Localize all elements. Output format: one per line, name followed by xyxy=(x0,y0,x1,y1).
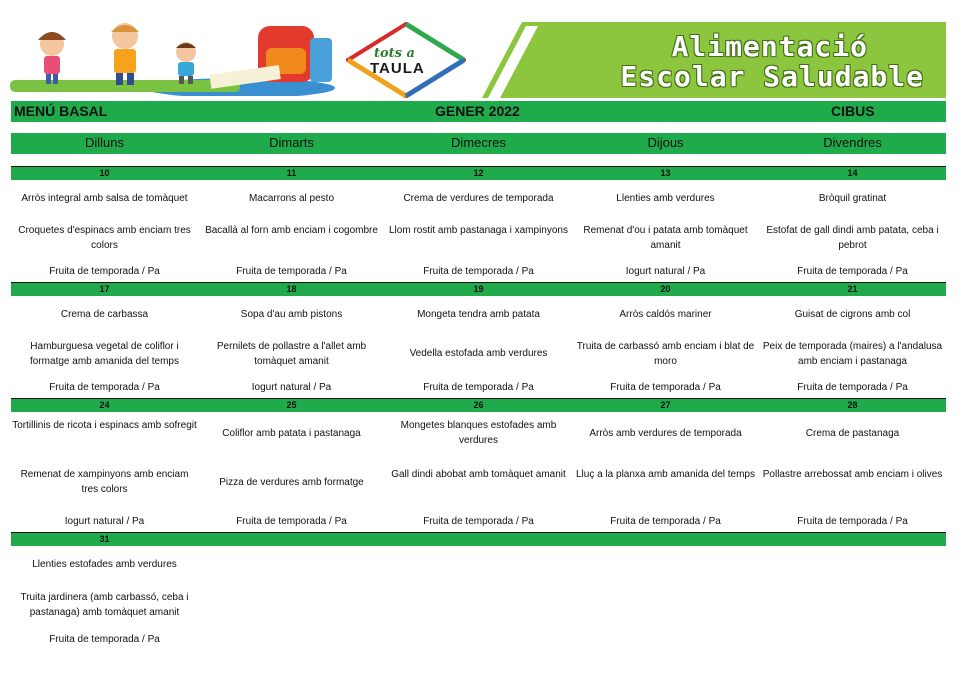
date-cell: 21 xyxy=(847,284,858,294)
provider-label: CIBUS xyxy=(831,103,875,119)
children-illustration xyxy=(10,18,345,96)
first-course: Macarrons al pesto xyxy=(248,193,335,204)
date-cell: 31 xyxy=(99,534,110,544)
first-course: Llenties amb verdures xyxy=(616,193,715,204)
weekday-wednesday: Dimecres xyxy=(451,135,506,150)
first-course: Bròquil gratinat xyxy=(818,193,887,204)
first-course: Arròs caldós mariner xyxy=(619,309,712,320)
dessert: Fruita de temporada / Pa xyxy=(423,382,534,393)
week-1 xyxy=(11,166,946,280)
dessert: Fruita de temporada / Pa xyxy=(797,266,908,277)
date-cell: 26 xyxy=(473,400,484,410)
date-cell: 12 xyxy=(473,168,484,178)
second-course: Truita de carbassó amb enciam i blat de moro xyxy=(576,341,755,367)
title-banner xyxy=(482,22,946,98)
weekday-thursday: Dijous xyxy=(647,135,684,150)
first-course: Mongetes blanques estofades amb verdures xyxy=(400,420,557,446)
dessert: Fruita de temporada / Pa xyxy=(236,516,347,527)
week-3 xyxy=(11,398,946,530)
dessert: Fruita de temporada / Pa xyxy=(49,382,160,393)
title-line-1: Alimentació xyxy=(671,30,868,63)
date-cell: 27 xyxy=(660,400,671,410)
page-header xyxy=(0,0,970,100)
month-label: GENER 2022 xyxy=(435,103,520,119)
second-course: Estofat de gall dindi amb patata, ceba i pebrot xyxy=(766,225,939,251)
first-course: Crema de pastanaga xyxy=(805,428,900,439)
menu-type-label: MENÚ BASAL xyxy=(14,103,108,119)
second-course: Hamburguesa vegetal de coliflor i formatge amb amanida del temps xyxy=(30,341,179,367)
second-course: Bacallà al forn amb enciam i cogombre xyxy=(205,225,378,236)
week-3-date-bar xyxy=(11,398,946,412)
second-course: Remenat d'ou i patata amb tomàquet amanit xyxy=(583,225,748,251)
second-course: Pollastre arrebossat amb enciam i olives xyxy=(762,469,943,480)
date-cell: 17 xyxy=(99,284,110,294)
second-course: Peix de temporada (maires) a l'andalusa amb enciam i pastanaga xyxy=(762,341,943,367)
week-4 xyxy=(11,532,946,652)
menu-title-bar xyxy=(11,101,946,122)
date-cell: 14 xyxy=(847,168,858,178)
weekday-friday: Divendres xyxy=(823,135,882,150)
dessert: Fruita de temporada / Pa xyxy=(797,382,908,393)
second-course: Llom rostit amb pastanaga i xampinyons xyxy=(389,225,568,236)
date-cell: 20 xyxy=(660,284,671,294)
second-course: Pernilets de pollastre a l'allet amb tomàquet amanit xyxy=(216,341,367,367)
second-course: Croquetes d'espinacs amb enciam tres colors xyxy=(18,225,191,251)
date-cell: 24 xyxy=(99,400,110,410)
dessert: Iogurt natural / Pa xyxy=(64,516,145,527)
logo-line-2: TAULA xyxy=(370,60,425,77)
second-course: Gall dindi abobat amb tomàquet amanit xyxy=(391,469,566,480)
dessert: Iogurt natural / Pa xyxy=(251,382,332,393)
dessert: Fruita de temporada / Pa xyxy=(423,516,534,527)
week-1-date-bar xyxy=(11,166,946,180)
week-2 xyxy=(11,282,946,396)
dessert: Fruita de temporada / Pa xyxy=(610,382,721,393)
tots-a-taula-logo xyxy=(346,22,466,98)
first-course: Arròs integral amb salsa de tomàquet xyxy=(21,193,188,204)
date-cell: 13 xyxy=(660,168,671,178)
dessert: Iogurt natural / Pa xyxy=(625,266,706,277)
date-cell: 28 xyxy=(847,400,858,410)
week-2-date-bar xyxy=(11,282,946,296)
second-course: Lluç a la planxa amb amanida del temps xyxy=(576,469,755,480)
weekday-tuesday: Dimarts xyxy=(269,135,314,150)
dessert: Fruita de temporada / Pa xyxy=(49,634,160,645)
first-course: Coliflor amb patata i pastanaga xyxy=(222,428,361,439)
first-course: Guisat de cigrons amb col xyxy=(794,309,911,320)
dessert: Fruita de temporada / Pa xyxy=(610,516,721,527)
weekday-header xyxy=(11,133,946,154)
date-cell: 19 xyxy=(473,284,484,294)
first-course: Mongeta tendra amb patata xyxy=(417,309,540,320)
second-course: Remenat de xampinyons amb enciam tres colors xyxy=(20,469,189,495)
first-course: Tortillinis de ricota i espinacs amb sofregit xyxy=(12,420,197,431)
first-course: Arròs amb verdures de temporada xyxy=(589,428,742,439)
first-course: Crema de verdures de temporada xyxy=(403,193,554,204)
first-course: Crema de carbassa xyxy=(60,309,149,320)
first-course: Llenties estofades amb verdures xyxy=(32,559,177,570)
logo-line-1: tots a xyxy=(374,46,415,61)
dessert: Fruita de temporada / Pa xyxy=(236,266,347,277)
date-cell: 11 xyxy=(286,168,297,178)
title-line-2: Escolar Saludable xyxy=(620,60,924,93)
date-cell: 25 xyxy=(286,400,297,410)
second-course: Vedella estofada amb verdures xyxy=(409,348,548,359)
first-course: Sopa d'au amb pistons xyxy=(240,309,343,320)
second-course: Pizza de verdures amb formatge xyxy=(219,477,364,488)
weekday-monday: Dilluns xyxy=(84,135,124,150)
week-4-date-bar xyxy=(11,532,946,546)
second-course: Truita jardinera (amb carbassó, ceba i pastanaga) amb tomàquet amanit xyxy=(20,592,189,618)
dessert: Fruita de temporada / Pa xyxy=(797,516,908,527)
dessert: Fruita de temporada / Pa xyxy=(49,266,160,277)
dessert: Fruita de temporada / Pa xyxy=(423,266,534,277)
date-cell: 18 xyxy=(286,284,297,294)
date-cell: 10 xyxy=(99,168,110,178)
